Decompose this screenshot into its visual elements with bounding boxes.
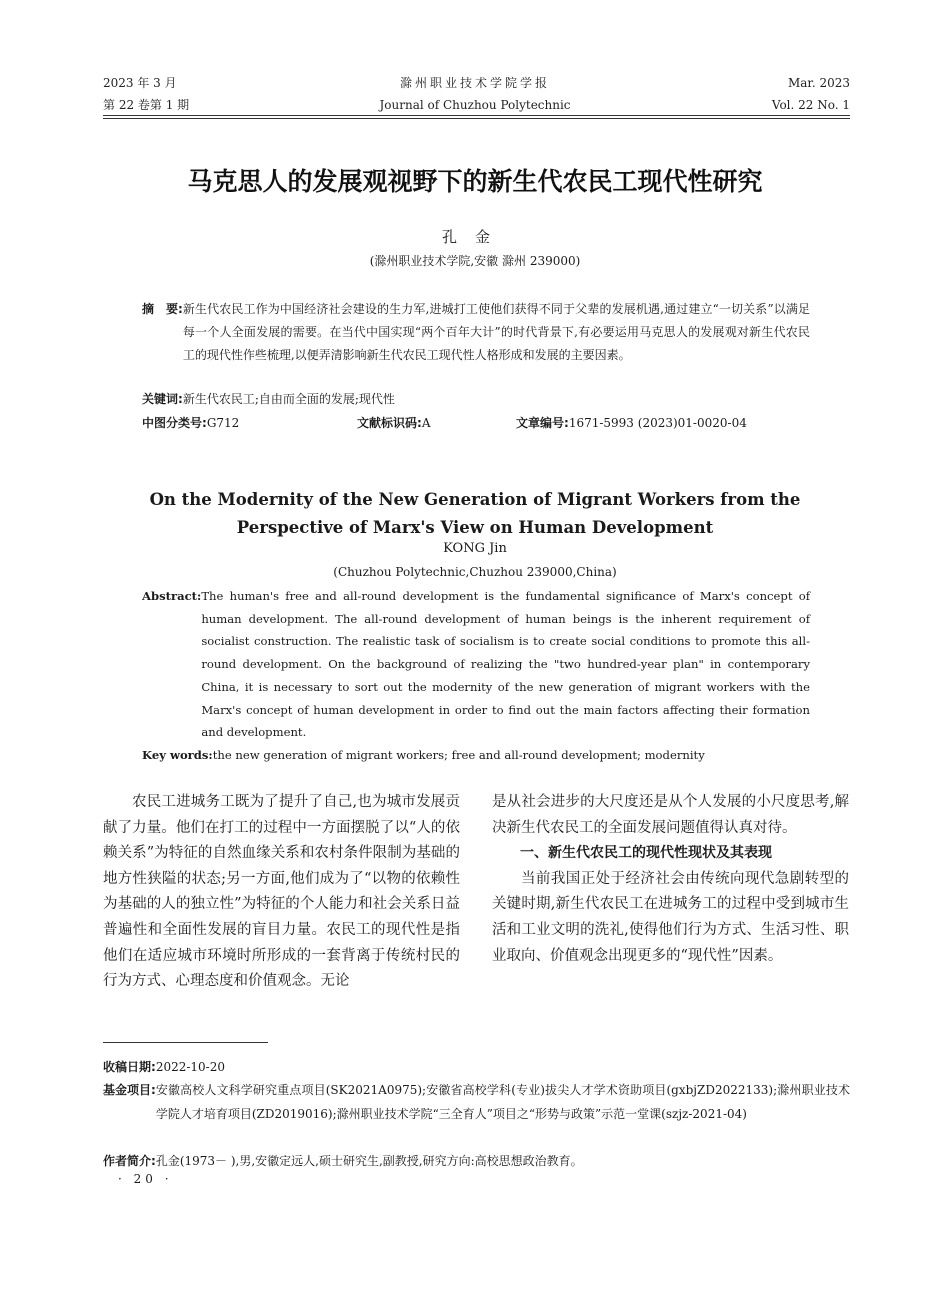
affiliation-cn: (滁州职业技术学院,安徽 滁州 239000) (369, 254, 581, 268)
article-number-value: 1671-5993 (2023)01-0020-04 (568, 416, 747, 430)
header-rule-top (103, 115, 850, 116)
author-bio-text: 孔金(1973－ ),男,安徽定远人,硕士研究生,副教授,研究方向:高校思想政治教育。 (155, 1154, 583, 1168)
article-number-label: 文章编号: (516, 416, 569, 430)
received-label: 收稿日期: (103, 1060, 156, 1074)
keywords-en-text: the new generation of migrant workers; free and all-round development; modernity (212, 748, 705, 762)
keywords-cn (142, 389, 395, 409)
body-paragraph-section1: 当前我国正处于经济社会由传统向现代急剧转型的关键时期,新生代农民工在进城务工的过程中受到城市生活和工业文明的洗礼,使得他们行为方式、生活习性、职业取向、价值观念出现更多的“现代性”因素。 (492, 870, 849, 964)
author-name-en: KONG Jin (443, 541, 507, 556)
keywords-en (142, 745, 842, 765)
fund-label: 基金项目: (103, 1083, 156, 1097)
header-rule-bottom (103, 118, 850, 119)
document-code-label: 文献标识码: (357, 416, 422, 430)
article-title-cn: 马克思人的发展观视野下的新生代农民工现代性研究 (187, 167, 763, 196)
header-journal-cn: 滁州职业技术学院学报 (399, 76, 550, 90)
footnote-author (103, 1149, 850, 1173)
header-date-cn: 2023 年 3 月 (103, 76, 177, 90)
author-name-cn: 孔金 (441, 228, 508, 246)
footnote-rule (103, 1042, 268, 1043)
clc-value: G712 (206, 416, 240, 430)
header-date-en: Mar. 2023 (787, 76, 850, 90)
abstract-cn-label: 摘 要: (142, 302, 183, 316)
abstract-en (142, 585, 810, 744)
author-bio-label: 作者简介: (103, 1154, 156, 1168)
body-paragraph-intro: 农民工进城务工既为了提升了自己,也为城市发展贡献了力量。他们在打工的过程中一方面摆脱了以“人的依赖关系”为特征的自然血缘关系和农村条件限制为基础的地方性狭隘的状态;另一方面,他们成为了“以物的依赖性为基础的人的独立性”为特征的个人能力和社会关系日益普遍性和全面性发展的盲目力量。农民工的现代性是指他们在适应城市环境时所形成的一套背离于传统村民的行为方式、心理态度和价值观念。无论 (103, 794, 460, 990)
section-heading: 一、新生代农民工的现代性现状及其表现 (520, 845, 772, 862)
header-journal-en: Journal of Chuzhou Polytechnic (379, 98, 571, 112)
clc-label: 中图分类号: (142, 416, 207, 430)
fund-text: 安徽高校人文科学研究重点项目(SK2021A0975);安徽省高校学科(专业)拔尖人才学术资助项目(gxbjZD2022133);滁州职业技术学院人才培育项目(ZD2019016);滁州职业技术学院“三全育人”项目之“形势与政策”示范一堂课(szjz-2021-04) (155, 1083, 850, 1121)
article-title-en: On the Modernity of the New Generation of Migrant Workers from the Perspective of Marx's View on Human Development (149, 490, 801, 537)
body-column-left (103, 790, 460, 995)
article-number (516, 413, 747, 433)
page-number: · 20 · (118, 1172, 173, 1186)
body-column-right (492, 790, 849, 969)
header-volume-en: Vol. 22 No. 1 (771, 98, 850, 112)
keywords-cn-label: 关键词: (142, 392, 183, 406)
footnote-fund (103, 1078, 850, 1126)
header-volume-cn: 第 22 卷第 1 期 (103, 98, 190, 112)
document-code-value: A (421, 416, 431, 430)
header-journal (300, 72, 650, 116)
keywords-cn-text: 新生代农民工;自由而全面的发展;现代性 (182, 392, 395, 406)
document-code (357, 413, 430, 433)
header-issue-cn (103, 72, 189, 116)
received-date: 2022-10-20 (155, 1060, 225, 1074)
abstract-cn-text: 新生代农民工作为中国经济社会建设的生力军,进城打工使他们获得不同于父辈的发展机遇,通过建立“一切关系”以满足每一个人全面发展的需要。在当代中国实现“两个百年大计”的时代背景下,有必要运用马克思人的发展观对新生代农民工的现代性作些梳理,以便弄清影响新生代农民工现代性人格形成和发展的主要因素。 (182, 302, 810, 362)
abstract-en-label: Abstract: (142, 589, 202, 603)
body-paragraph-continued: 是从社会进步的大尺度还是从个人发展的小尺度思考,解决新生代农民工的全面发展问题值得认真对待。 (492, 794, 849, 836)
footnote-received (103, 1055, 850, 1079)
keywords-en-label: Key words: (142, 748, 213, 762)
abstract-en-text: The human's free and all-round development is the fundamental significance of Marx's concept of human development. The all-round development of human beings is the inherent requirement of socialist construction. The realistic task of socialism is to create social conditions to promote this all-round development. On the background of realizing the "two hundred-year plan" in contemporary China, it is necessary to sort out the modernity of the new generation of migrant workers with the Marx's concept of human development in order to find out the main factors affecting their formation and development. (201, 589, 810, 740)
affiliation-en: (Chuzhou Polytechnic,Chuzhou 239000,China) (333, 565, 617, 579)
abstract-cn (142, 298, 810, 367)
header-issue-en (772, 72, 850, 116)
clc-number (142, 413, 239, 433)
